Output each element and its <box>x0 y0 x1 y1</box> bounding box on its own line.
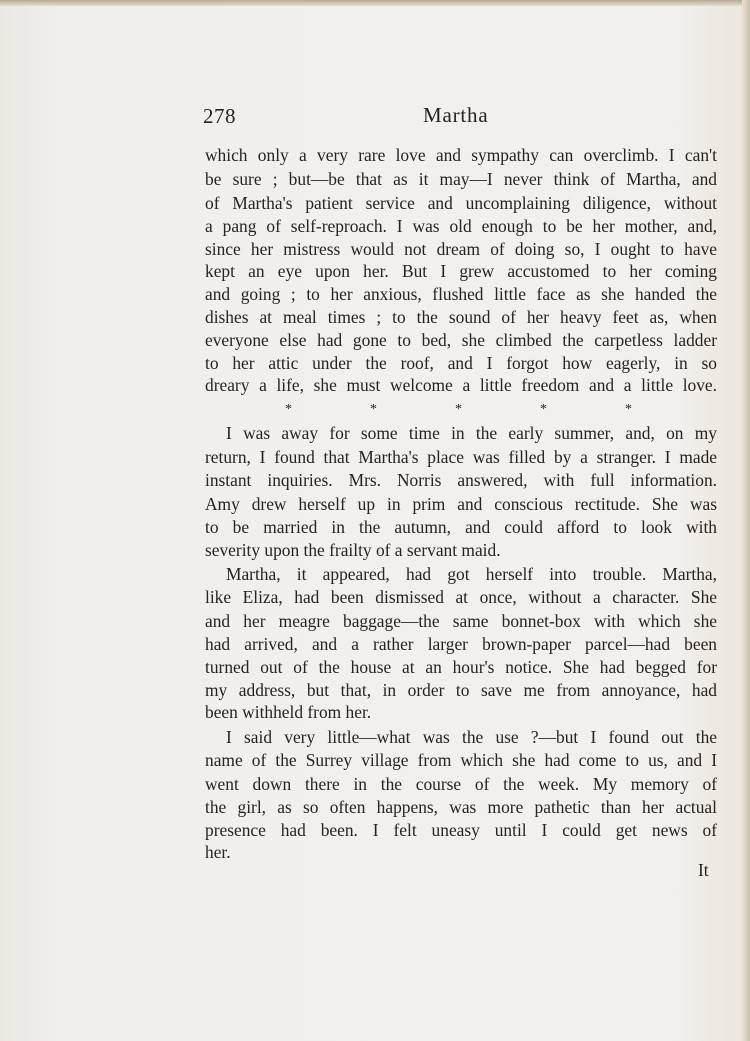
page-number: 278 <box>203 104 236 128</box>
text-line: my address, but that, in order to save me from annoyance, had <box>205 680 717 700</box>
text-line: dreary a life, she must welcome a little freedom and a little love. <box>205 375 717 395</box>
text-line: dishes at meal times ; to the sound of her heavy feet as, when <box>205 307 717 327</box>
section-break-asterisk: * <box>540 402 547 417</box>
text-line: severity upon the frailty of a servant maid. <box>205 540 501 560</box>
text-line: and her meagre baggage—the same bonnet-box with which she <box>205 611 717 631</box>
text-line: been withheld from her. <box>205 702 372 722</box>
text-line: I said very little—what was the use ?—but I found out the <box>226 727 717 747</box>
text-line: instant inquiries. Mrs. Norris answered, with full information. <box>205 470 717 490</box>
text-line: since her mistress would not dream of doing so, I ought to have <box>205 239 717 259</box>
text-line: turned out of the house at an hour's notice. She had begged for <box>205 657 717 677</box>
text-line: went down there in the course of the week. My memory of <box>205 774 717 794</box>
text-line: be sure ; but—be that as it may—I never think of Martha, and <box>205 169 717 189</box>
text-line: like Eliza, had been dismissed at once, without a character. She <box>205 587 717 607</box>
catchword: It <box>698 860 709 880</box>
text-line: to be married in the autumn, and could afford to look with <box>205 517 717 537</box>
section-break-asterisk: * <box>455 402 462 417</box>
text-line: a pang of self-reproach. I was old enough to be her mother, and, <box>205 216 717 236</box>
section-break-asterisk: * <box>625 402 632 417</box>
section-break-asterisk: * <box>370 402 377 417</box>
page-top-edge <box>0 0 750 6</box>
text-line: presence had been. I felt uneasy until I could get news of <box>205 820 717 840</box>
text-line: everyone else had gone to bed, she climbed the carpetless ladder <box>205 330 717 350</box>
running-title: Martha <box>423 103 489 127</box>
text-line: kept an eye upon her. But I grew accustomed to her coming <box>205 261 717 281</box>
text-line: her. <box>205 842 231 862</box>
text-line: had arrived, and a rather larger brown-paper parcel—had been <box>205 634 717 654</box>
text-line: return, I found that Martha's place was filled by a stranger. I made <box>205 447 717 467</box>
text-line: of Martha's patient service and uncomplaining diligence, without <box>205 193 717 213</box>
text-line: the girl, as so often happens, was more pathetic than her actual <box>205 797 717 817</box>
text-line: to her attic under the roof, and I forgot how eagerly, in so <box>205 353 717 373</box>
text-line: Martha, it appeared, had got herself into trouble. Martha, <box>226 564 717 584</box>
text-line: and going ; to her anxious, flushed little face as she handed the <box>205 284 717 304</box>
section-break-asterisk: * <box>285 402 292 417</box>
page-right-edge <box>742 0 750 1041</box>
text-line: which only a very rare love and sympathy can overclimb. I can't <box>205 145 717 165</box>
text-line: I was away for some time in the early summer, and, on my <box>226 423 717 443</box>
section-break <box>205 400 717 420</box>
text-line: name of the Surrey village from which she had come to us, and I <box>205 750 717 770</box>
text-line: Amy drew herself up in prim and conscious rectitude. She was <box>205 494 717 514</box>
